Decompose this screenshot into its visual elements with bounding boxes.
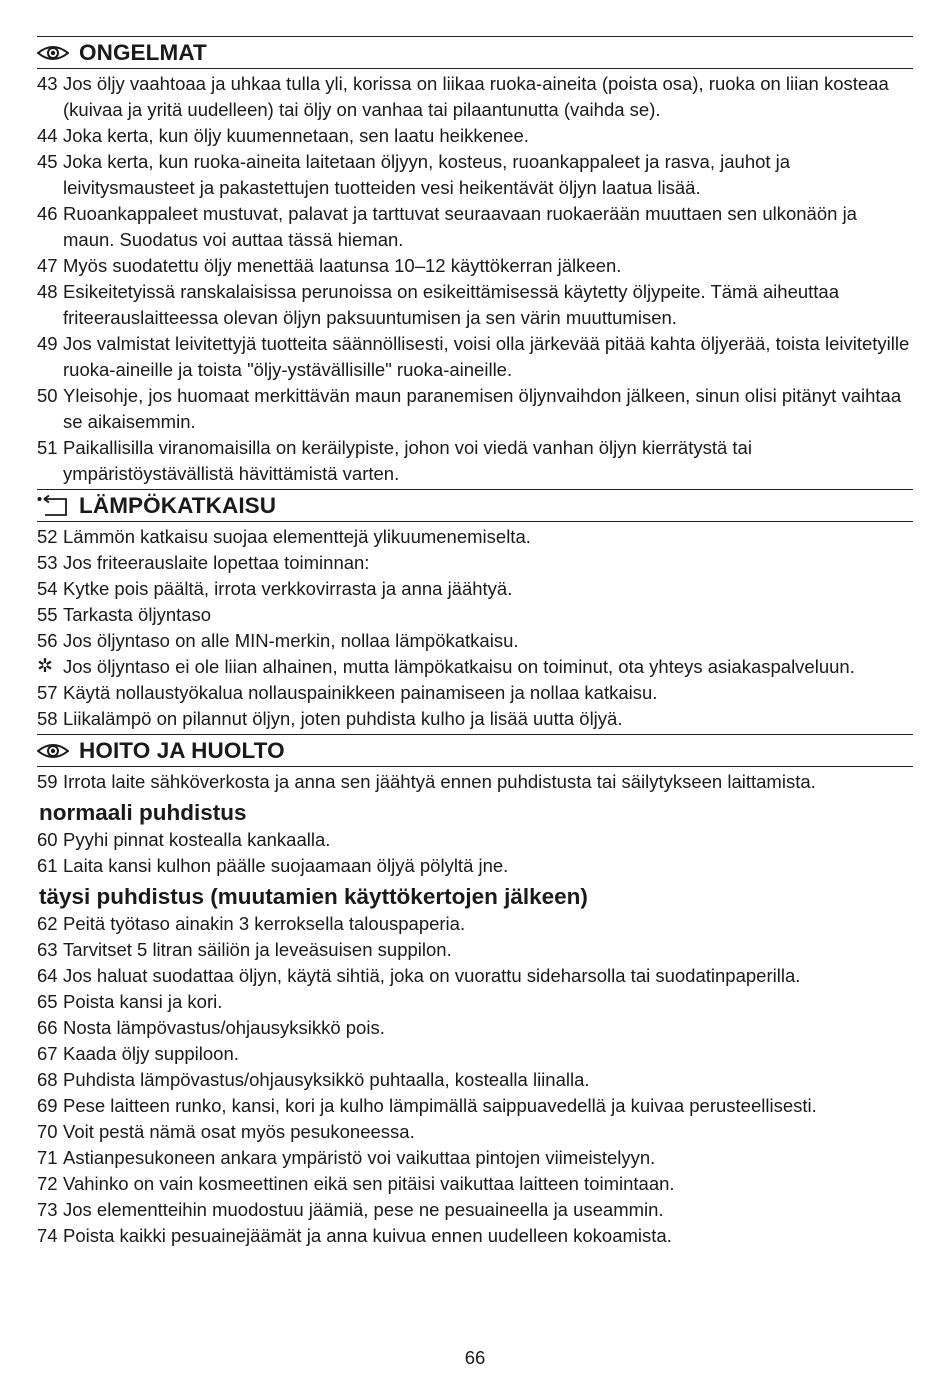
- list-item: [37, 706, 913, 732]
- list-item: [37, 937, 913, 963]
- subsection-title: normaali puhdistus: [39, 800, 247, 825]
- list-item: [37, 1145, 913, 1171]
- list-item: [37, 602, 913, 628]
- list-item: [37, 680, 913, 706]
- item-number: 57: [37, 682, 58, 703]
- section-title: HOITO JA HUOLTO: [79, 737, 285, 763]
- list-item: [37, 1015, 913, 1041]
- item-number: 67: [37, 1043, 58, 1064]
- item-text: Esikeitetyissä ranskalaisissa perunoissa on esikeittämisessä käytetty öljypeite. Tämä aiheuttaa friteerauslaitteessa olevan öljyn paksuuntumisen ja sen värin muuttumisen.: [63, 281, 840, 328]
- eye-icon: [37, 43, 71, 63]
- item-text: Tarkasta öljyntaso: [63, 604, 212, 625]
- item-text: Poista kansi ja kori.: [63, 991, 223, 1012]
- section-title: LÄMPÖKATKAISU: [79, 492, 277, 518]
- reset-arrow-icon: [37, 496, 71, 516]
- list-item: [37, 1093, 913, 1119]
- section-heading: [37, 734, 913, 767]
- item-number: 47: [37, 255, 58, 276]
- list-item: [37, 279, 913, 331]
- item-text: Peitä työtaso ainakin 3 kerroksella talouspaperia.: [63, 913, 466, 934]
- item-text: Joka kerta, kun ruoka-aineita laitetaan öljyyn, kosteus, ruoankappaleet ja rasva, jauhot ja leivitysmausteet ja pakastettujen tuotteiden vesi heikentävät öljyn laatua lisää.: [63, 151, 791, 198]
- item-number: 46: [37, 203, 58, 224]
- item-text: Käytä nollaustyökalua nollauspainikkeen painamiseen ja nollaa katkaisu.: [63, 682, 658, 703]
- item-text: Ruoankappaleet mustuvat, palavat ja tarttuvat seuraavaan ruokaerään muuttaen sen ulkonäön ja maun. Suodatus voi auttaa tässä hieman.: [63, 203, 857, 250]
- item-text: Lämmön katkaisu suojaa elementtejä ylikuumenemiselta.: [63, 526, 531, 547]
- item-text: Voit pestä nämä osat myös pesukoneessa.: [63, 1121, 415, 1142]
- item-text: Pyyhi pinnat kostealla kankaalla.: [63, 829, 331, 850]
- eye-icon: [37, 741, 71, 761]
- item-text: Tarvitset 5 litran säiliön ja leveäsuisen suppilon.: [63, 939, 452, 960]
- item-text: Jos öljy vaahtoaa ja uhkaa tulla yli, korissa on liikaa ruoka-aineita (poista osa), ruoka on liian kosteaa (kuivaa ja yritä uudelleen) tai öljy on vanhaa tai pilaantunutta (vaihda se).: [63, 73, 889, 120]
- item-number: 52: [37, 526, 58, 547]
- item-text: Paikallisilla viranomaisilla on keräilypiste, johon voi viedä vanhan öljyn kierrätystä tai ympäristöystävällistä hävittämistä varten.: [63, 437, 752, 484]
- list-item: [37, 149, 913, 201]
- item-number: 61: [37, 855, 58, 876]
- list-item: [37, 827, 913, 853]
- list-item: [37, 1171, 913, 1197]
- list-item: [37, 1067, 913, 1093]
- list-item: [37, 1041, 913, 1067]
- item-text: Joka kerta, kun öljy kuumennetaan, sen laatu heikkenee.: [63, 125, 529, 146]
- item-text: Kaada öljy suppiloon.: [63, 1043, 239, 1064]
- list-item: [37, 123, 913, 149]
- item-text: Puhdista lämpövastus/ohjausyksikkö puhtaalla, kostealla liinalla.: [63, 1069, 590, 1090]
- item-text: Jos öljyntaso on alle MIN-merkin, nollaa lämpökatkaisu.: [63, 630, 519, 651]
- list-item: [37, 911, 913, 937]
- item-number: 53: [37, 552, 58, 573]
- item-number: 66: [37, 1017, 58, 1038]
- item-number: 58: [37, 708, 58, 729]
- item-text: Kytke pois päältä, irrota verkkovirrasta ja anna jäähtyä.: [63, 578, 513, 599]
- subsection-title: täysi puhdistus (muutamien käyttökertojen jälkeen): [39, 884, 588, 909]
- item-text: Liikalämpö on pilannut öljyn, joten puhdista kulho ja lisää uutta öljyä.: [63, 708, 623, 729]
- item-text: Nosta lämpövastus/ohjausyksikkö pois.: [63, 1017, 385, 1038]
- item-text: Jos öljyntaso ei ole liian alhainen, mutta lämpökatkaisu on toiminut, ota yhteys asiakaspalveluun.: [63, 656, 855, 677]
- list-item: [37, 383, 913, 435]
- page-number: 66: [464, 1347, 486, 1368]
- document-page: [37, 34, 913, 1249]
- item-number: 73: [37, 1199, 58, 1220]
- item-text: Jos valmistat leivitettyjä tuotteita säännöllisesti, voisi olla järkevää pitää kahta öljyerää, toista leivitetyille ruoka-aineille ja toista "öljy-ystävällisille" ruoka-aineille.: [63, 333, 910, 380]
- item-text: Irrota laite sähköverkosta ja anna sen jäähtyä ennen puhdistusta tai säilytykseen laittamista.: [63, 771, 816, 792]
- item-number: 64: [37, 965, 58, 986]
- gear-star-icon: ✲: [37, 656, 53, 677]
- item-number: 45: [37, 151, 58, 172]
- list-item: [37, 963, 913, 989]
- item-text: Astianpesukoneen ankara ympäristö voi vaikuttaa pintojen viimeistelyyn.: [63, 1147, 656, 1168]
- list-item: [37, 524, 913, 550]
- list-item: [37, 201, 913, 253]
- section-heading: [37, 36, 913, 69]
- item-text: Pese laitteen runko, kansi, kori ja kulho lämpimällä saippuavedellä ja kuivaa perusteellisesti.: [63, 1095, 817, 1116]
- item-text: Laita kansi kulhon päälle suojaamaan öljyä pölyltä jne.: [63, 855, 509, 876]
- section-heading: [37, 489, 913, 522]
- item-number: 49: [37, 333, 58, 354]
- item-text: Jos friteerauslaite lopettaa toiminnan:: [63, 552, 370, 573]
- item-number: 63: [37, 939, 58, 960]
- item-number: 60: [37, 829, 58, 850]
- list-item: [37, 628, 913, 654]
- item-text: Yleisohje, jos huomaat merkittävän maun paranemisen öljynvaihdon jälkeen, sinun olisi pitänyt vaihtaa se aikaisemmin.: [63, 385, 902, 432]
- list-item: [37, 435, 913, 487]
- item-text: Vahinko on vain kosmeettinen eikä sen pitäisi vaikuttaa laitteen toimintaan.: [63, 1173, 675, 1194]
- item-number: 51: [37, 437, 58, 458]
- item-number: 43: [37, 73, 58, 94]
- item-text: Myös suodatettu öljy menettää laatunsa 10–12 käyttökerran jälkeen.: [63, 255, 622, 276]
- item-text: Jos haluat suodattaa öljyn, käytä sihtiä, joka on vuorattu sideharsolla tai suodatinpaperilla.: [63, 965, 801, 986]
- item-number: 70: [37, 1121, 58, 1142]
- item-number: 59: [37, 771, 58, 792]
- list-item: [37, 769, 913, 795]
- item-text: Poista kaikki pesuainejäämät ja anna kuivua ennen uudelleen kokoamista.: [63, 1225, 672, 1246]
- list-item: [37, 1197, 913, 1223]
- list-item: [37, 1119, 913, 1145]
- item-number: 71: [37, 1147, 58, 1168]
- list-item: [37, 853, 913, 879]
- list-item: [37, 576, 913, 602]
- item-number: 50: [37, 385, 58, 406]
- item-number: 44: [37, 125, 58, 146]
- item-number: 72: [37, 1173, 58, 1194]
- list-item: [37, 654, 913, 680]
- list-item: [37, 71, 913, 123]
- item-number: 68: [37, 1069, 58, 1090]
- list-item: [37, 253, 913, 279]
- item-number: 65: [37, 991, 58, 1012]
- section-title: ONGELMAT: [79, 39, 207, 65]
- list-item: [37, 331, 913, 383]
- list-item: [37, 1223, 913, 1249]
- item-number: 62: [37, 913, 58, 934]
- list-item: [37, 550, 913, 576]
- list-item: [37, 989, 913, 1015]
- item-number: 69: [37, 1095, 58, 1116]
- item-number: 74: [37, 1225, 58, 1246]
- item-number: 55: [37, 604, 58, 625]
- item-number: 54: [37, 578, 58, 599]
- item-text: Jos elementteihin muodostuu jäämiä, pese ne pesuaineella ja useammin.: [63, 1199, 664, 1220]
- item-number: 56: [37, 630, 58, 651]
- item-number: 48: [37, 281, 58, 302]
